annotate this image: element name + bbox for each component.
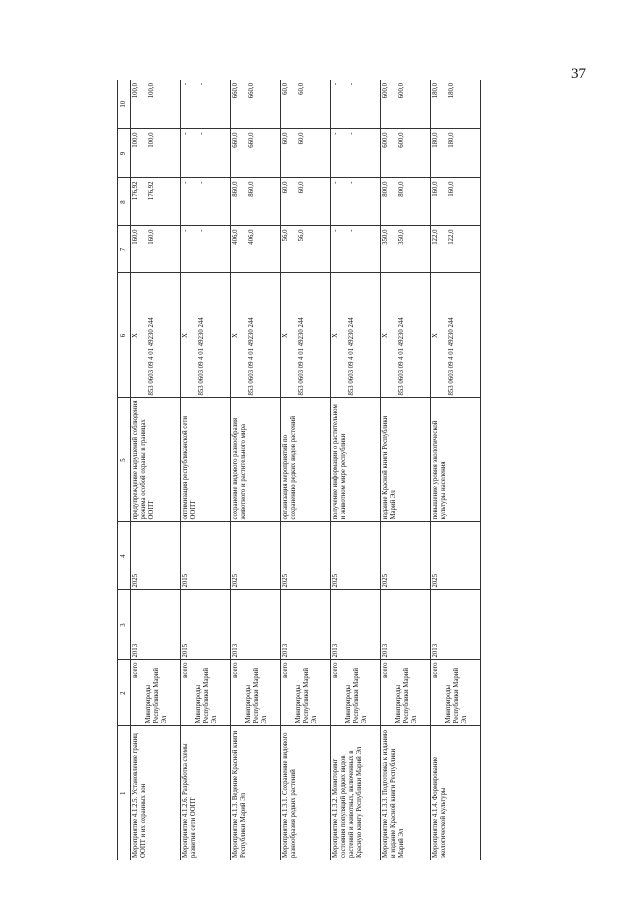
total-label: всего	[432, 662, 439, 678]
funding-cell	[281, 129, 331, 178]
header-cell: 2	[118, 660, 131, 726]
code-total: Х	[282, 333, 289, 338]
measure-name-cell: Мероприятие 4.1.3.3. Подготовка к изданию и издание Красной книги Республики Марий Эл	[381, 726, 431, 860]
executor-name: Минприроды Республики Марий Эл	[445, 667, 469, 724]
funding-source: -	[348, 83, 356, 86]
funding-source: -	[348, 229, 356, 232]
start-year-cell: 2013	[131, 590, 181, 660]
start-year-cell: 2013	[431, 590, 481, 660]
budget-code-cell	[381, 273, 431, 398]
funding-total: -	[182, 132, 189, 135]
executor-name: Минприроды Республики Марий Эл	[195, 667, 219, 724]
funding-source: 660,0	[248, 83, 256, 99]
funding-total: -	[182, 229, 189, 232]
budget-code: 853 0603 09 4 01 49230 244	[198, 317, 206, 396]
funding-total: 660,0	[232, 83, 239, 99]
table-row	[231, 80, 281, 860]
expected-result-cell: получение информации о растительном и животном мире республики	[331, 398, 381, 522]
code-total: Х	[332, 333, 339, 338]
table-row	[431, 80, 481, 860]
funding-cell	[431, 129, 481, 178]
header-cell: 8	[118, 178, 131, 226]
expected-result-cell: предупреждение нарушений соблюдения режима особой охраны в границах ООПТ	[131, 398, 181, 522]
header-cell: 5	[118, 398, 131, 522]
funding-total: 60,0	[282, 83, 289, 95]
header-cell: 6	[118, 273, 131, 398]
funding-total: 60,0	[282, 132, 289, 145]
funding-source: 350,0	[398, 229, 406, 245]
total-label: всего	[132, 662, 139, 678]
executor-name: Минприроды Республики Марий Эл	[245, 667, 269, 724]
funding-total: 56,0	[282, 229, 289, 242]
funding-total: -	[332, 132, 339, 135]
table-row	[131, 80, 181, 860]
funding-cell	[331, 129, 381, 178]
funding-total: 860,0	[232, 181, 239, 197]
funding-source: 60,0	[298, 181, 306, 194]
funding-total: 600,0	[382, 132, 389, 148]
executor-name: Минприроды Республики Марий Эл	[395, 667, 419, 724]
funding-total: -	[182, 83, 189, 86]
header-cell: 9	[118, 129, 131, 178]
start-year-cell: 2013	[331, 590, 381, 660]
executor-name: Минприроды Республики Марий Эл	[345, 667, 369, 724]
code-total: Х	[382, 333, 389, 338]
funding-total: 406,0	[232, 229, 239, 245]
funding-total: 180,0	[432, 132, 439, 148]
page-number: 37	[571, 66, 586, 82]
table-row	[181, 80, 231, 860]
header-row	[118, 80, 131, 860]
measure-name-cell: Мероприятие 4.1.2.6. Разработка схемы развития сети ООПТ	[181, 726, 231, 860]
funding-source: 180,0	[448, 83, 456, 99]
funding-source: -	[198, 229, 206, 232]
funding-total: 176,92	[132, 181, 139, 201]
budget-code-cell	[431, 273, 481, 398]
table-row	[281, 80, 331, 860]
executor-cell	[131, 660, 181, 726]
start-year-cell: 2013	[381, 590, 431, 660]
funding-cell	[331, 178, 381, 226]
rotated-table-container	[117, 80, 559, 860]
table-row	[381, 80, 431, 860]
funding-total: 160,0	[432, 181, 439, 197]
budget-code-cell	[331, 273, 381, 398]
header-cell: 10	[118, 80, 131, 129]
funding-cell	[231, 129, 281, 178]
end-year-cell: 2015	[181, 522, 231, 590]
funding-total: 122,0	[432, 229, 439, 245]
total-label: всего	[382, 662, 389, 678]
funding-cell	[381, 80, 431, 129]
end-year-cell: 2025	[381, 522, 431, 590]
budget-code: 853 0603 09 4 01 49230 244	[298, 317, 306, 396]
header-cell: 4	[118, 522, 131, 590]
funding-source: 406,0	[248, 229, 256, 245]
funding-total: 100,0	[132, 83, 139, 99]
funding-total: 660,0	[232, 132, 239, 148]
funding-total: 100,0	[132, 132, 139, 148]
funding-source: 160,0	[448, 181, 456, 197]
funding-source: 60,0	[298, 132, 306, 145]
funding-cell	[281, 80, 331, 129]
funding-cell	[331, 226, 381, 273]
funding-total: -	[332, 83, 339, 86]
header-cell: 3	[118, 590, 131, 660]
header-cell: 1	[118, 726, 131, 860]
end-year-cell: 2025	[231, 522, 281, 590]
executor-cell	[281, 660, 331, 726]
measure-name-cell: Мероприятие 4.1.2.5. Установление границ ООПТ и их охранных зон	[131, 726, 181, 860]
funding-cell	[331, 80, 381, 129]
funding-source: -	[198, 181, 206, 184]
funding-cell	[431, 178, 481, 226]
funding-cell	[181, 129, 231, 178]
funding-cell	[381, 178, 431, 226]
code-total: Х	[132, 333, 139, 338]
code-total: Х	[182, 333, 189, 338]
funding-total: 350,0	[382, 229, 389, 245]
total-label: всего	[232, 662, 239, 678]
funding-source: -	[198, 83, 206, 86]
funding-cell	[131, 226, 181, 273]
budget-code: 853 0603 09 4 01 49230 244	[348, 317, 356, 396]
funding-cell	[181, 178, 231, 226]
budget-code-cell	[181, 273, 231, 398]
funding-source: -	[348, 132, 356, 135]
executor-name: Минприроды Республики Марий Эл	[145, 667, 169, 724]
funding-cell	[181, 226, 231, 273]
funding-cell	[231, 80, 281, 129]
funding-source: 56,0	[298, 229, 306, 242]
budget-code-cell	[131, 273, 181, 398]
funding-cell	[131, 178, 181, 226]
end-year-cell: 2025	[331, 522, 381, 590]
budget-code: 853 0603 09 4 01 49230 244	[248, 317, 256, 396]
funding-cell	[181, 80, 231, 129]
executor-cell	[381, 660, 431, 726]
program-measures-table	[117, 80, 481, 860]
executor-cell	[331, 660, 381, 726]
funding-total: -	[332, 229, 339, 232]
start-year-cell: 2013	[231, 590, 281, 660]
funding-cell	[431, 80, 481, 129]
measure-name-cell: Мероприятие 4.1.3. Ведение Красной книги Республики Марий Эл	[231, 726, 281, 860]
budget-code-cell	[231, 273, 281, 398]
funding-source: 800,0	[398, 181, 406, 197]
total-label: всего	[332, 662, 339, 678]
funding-source: 100,0	[148, 132, 156, 148]
funding-total: 180,0	[432, 83, 439, 99]
end-year-cell: 2025	[131, 522, 181, 590]
end-year-cell: 2025	[281, 522, 331, 590]
funding-total: 600,0	[382, 83, 389, 99]
executor-cell	[231, 660, 281, 726]
funding-source: -	[198, 132, 206, 135]
end-year-cell: 2025	[431, 522, 481, 590]
expected-result-cell: издание Красной книги Республики Марий Эл	[381, 398, 431, 522]
funding-total: -	[182, 181, 189, 184]
funding-source: 660,0	[248, 132, 256, 148]
funding-cell	[231, 178, 281, 226]
funding-source: 860,0	[248, 181, 256, 197]
total-label: всего	[282, 662, 289, 678]
budget-code-cell	[281, 273, 331, 398]
funding-source: 160,0	[148, 229, 156, 245]
funding-source: 600,0	[398, 83, 406, 99]
funding-total: 800,0	[382, 181, 389, 197]
code-total: Х	[432, 333, 439, 338]
executor-cell	[431, 660, 481, 726]
measure-name-cell: Мероприятие 4.1.3.1. Сохранение видового разнообразия редких растений	[281, 726, 331, 860]
budget-code: 853 0603 09 4 01 49230 244	[398, 317, 406, 396]
code-total: Х	[232, 333, 239, 338]
funding-cell	[381, 129, 431, 178]
funding-source: 176,92	[148, 181, 156, 201]
funding-source: 600,0	[398, 132, 406, 148]
funding-source: 100,0	[148, 83, 156, 99]
executor-cell	[181, 660, 231, 726]
expected-result-cell: организация мероприятий по сохранению редких видов растений	[281, 398, 331, 522]
header-cell: 7	[118, 226, 131, 273]
budget-code: 853 0603 09 4 01 49230 244	[448, 317, 456, 396]
funding-cell	[281, 178, 331, 226]
funding-source: 122,0	[448, 229, 456, 245]
expected-result-cell: повышение уровня экологической культуры населения	[431, 398, 481, 522]
funding-total: 60,0	[282, 181, 289, 194]
expected-result-cell: сохранение видового разнообразия животного и растительного мира	[231, 398, 281, 522]
funding-source: 60,0	[298, 83, 306, 95]
measure-name-cell: Мероприятие 4.1.4. Формирование экологической культуры	[431, 726, 481, 860]
table-row	[331, 80, 381, 860]
funding-source: 180,0	[448, 132, 456, 148]
measure-name-cell: Мероприятие 4.1.3.2. Мониторинг состояния популяций редких видов растений и животных, включенных в Красную книгу Республики Марий Эл	[331, 726, 381, 860]
start-year-cell: 2013	[281, 590, 331, 660]
funding-cell	[131, 129, 181, 178]
funding-source: -	[348, 181, 356, 184]
budget-code: 853 0603 09 4 01 49230 244	[148, 317, 156, 396]
funding-total: -	[332, 181, 339, 184]
funding-cell	[131, 80, 181, 129]
expected-result-cell: оптимизация республиканской сети ООПТ	[181, 398, 231, 522]
funding-cell	[281, 226, 331, 273]
funding-cell	[431, 226, 481, 273]
funding-cell	[231, 226, 281, 273]
total-label: всего	[182, 662, 189, 678]
funding-cell	[381, 226, 431, 273]
funding-total: 160,0	[132, 229, 139, 245]
executor-name: Минприроды Республики Марий Эл	[295, 667, 319, 724]
start-year-cell: 2015	[181, 590, 231, 660]
